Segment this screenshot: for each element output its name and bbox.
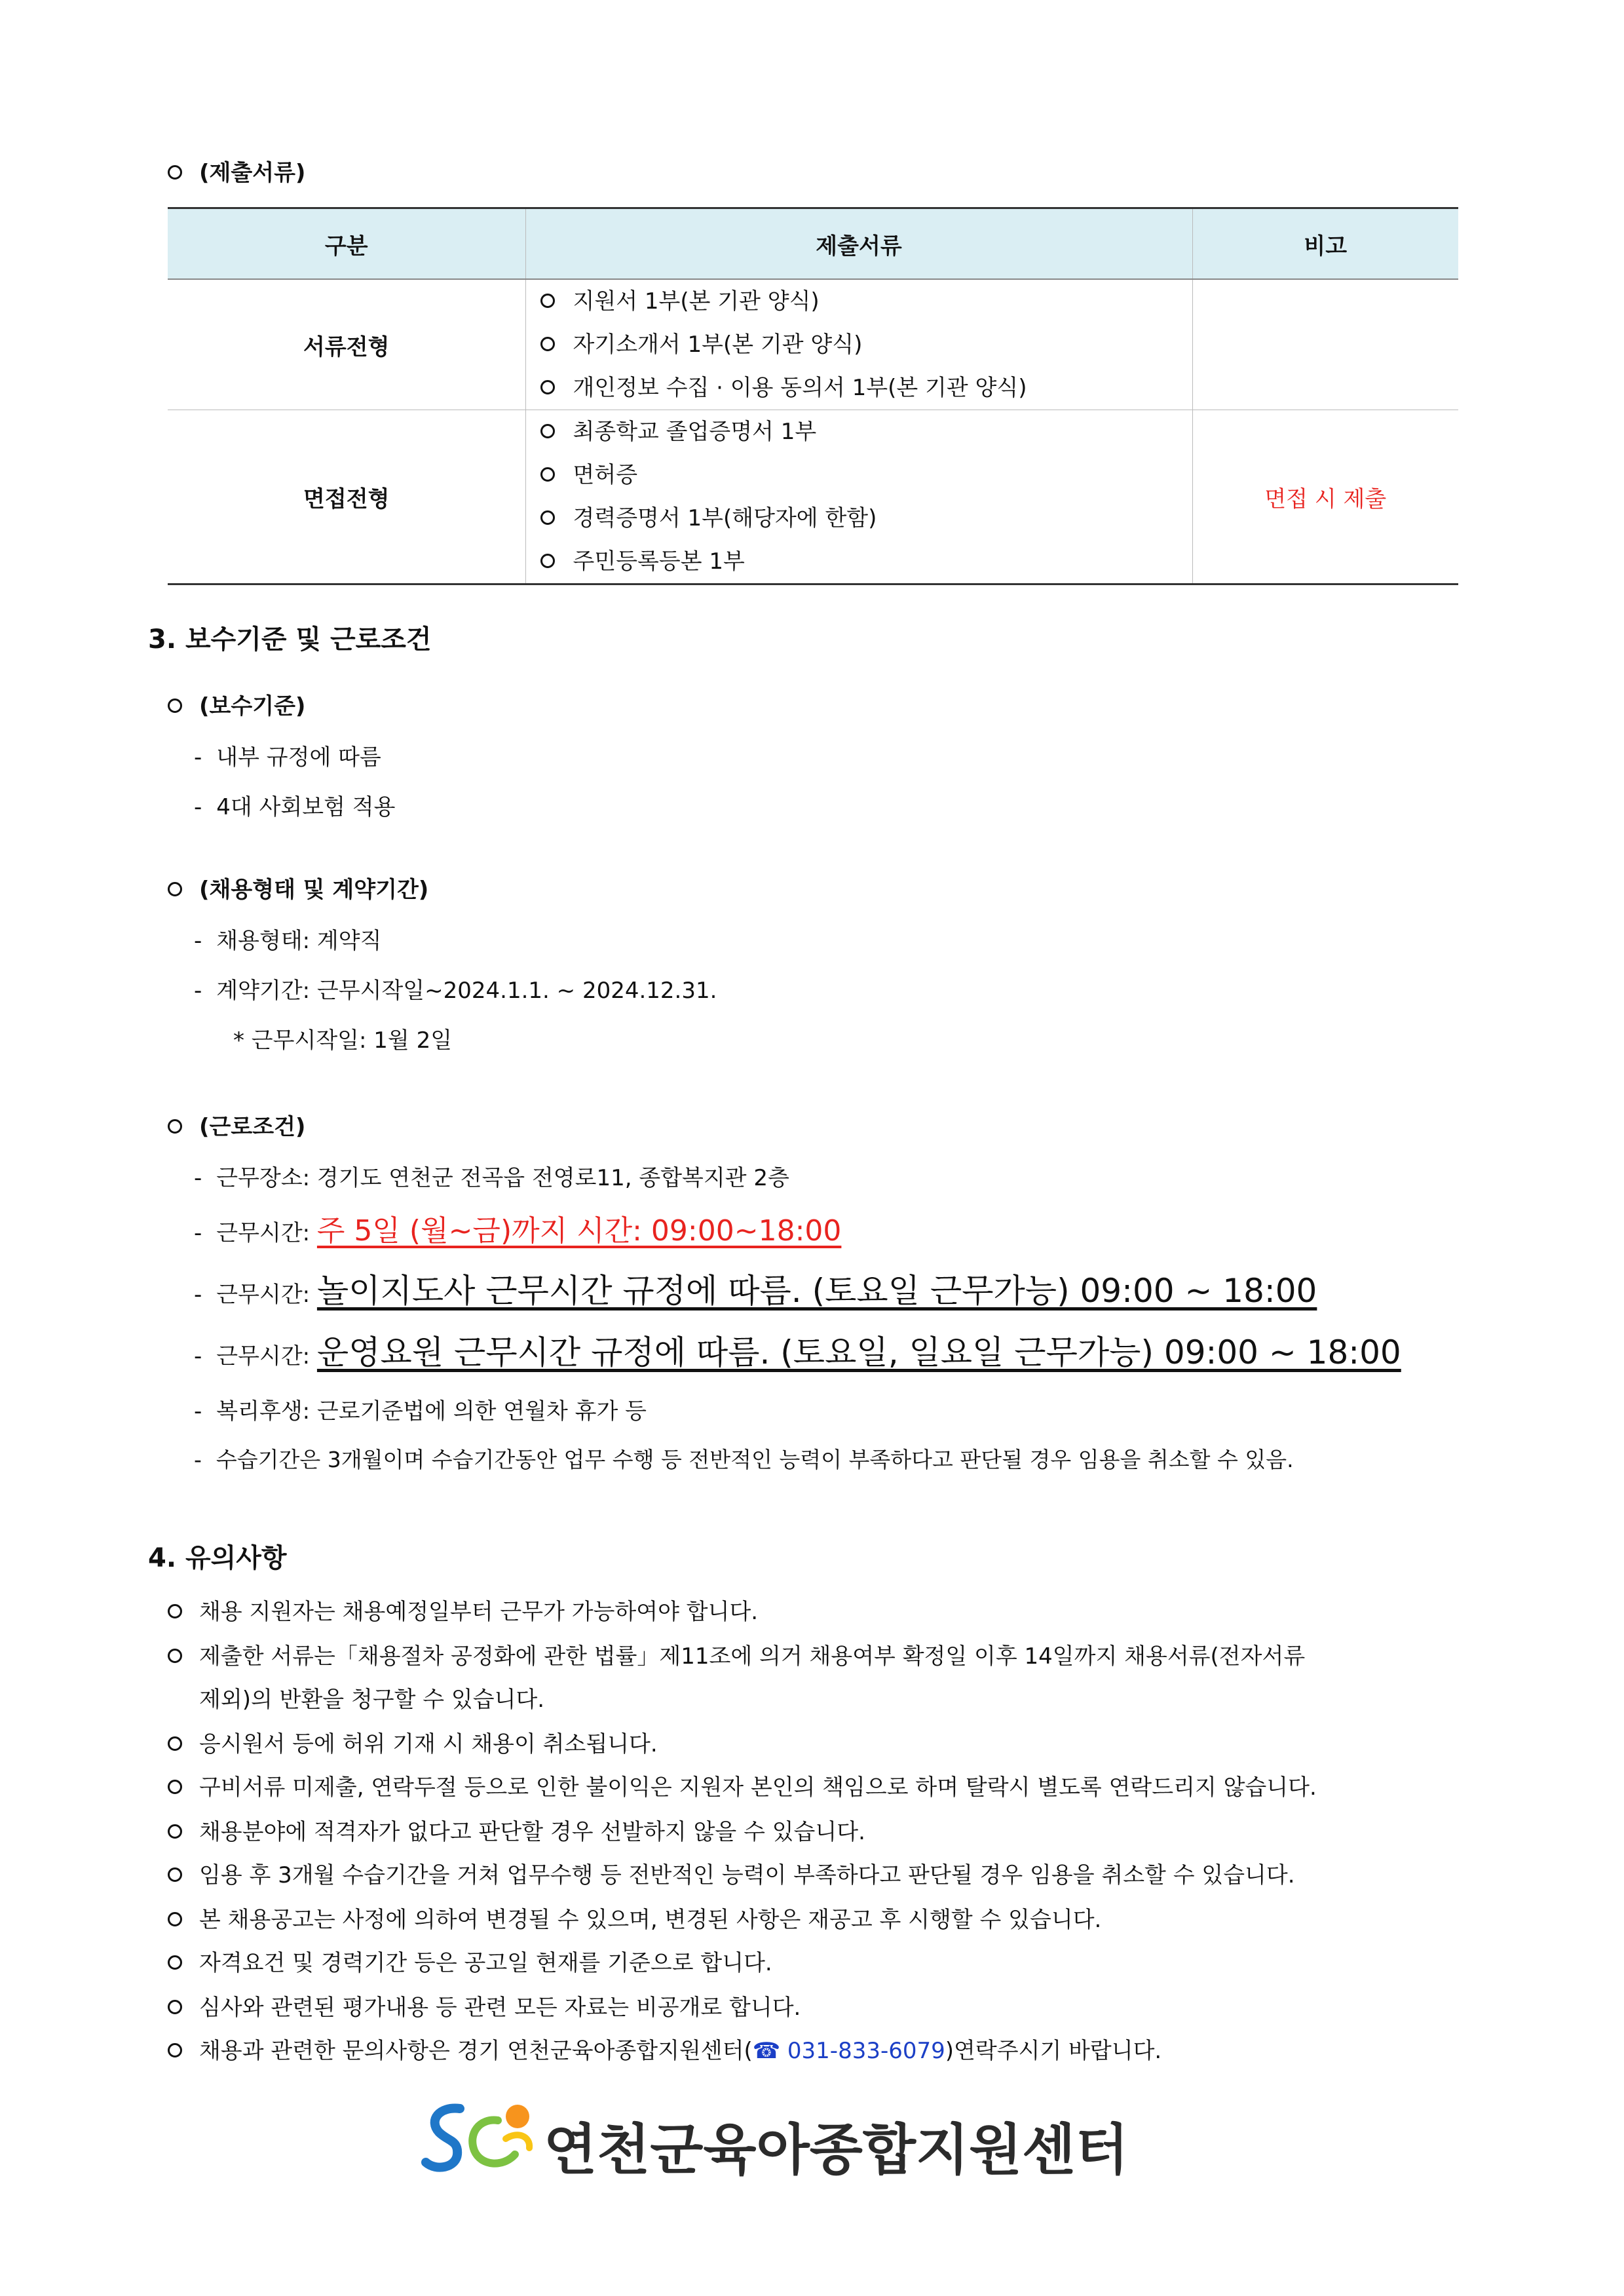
row-category: 면접전형 — [168, 410, 525, 584]
circle-bullet-icon — [168, 1780, 182, 1794]
list-item: 면허증 — [540, 453, 1192, 497]
circle-bullet-icon — [168, 1119, 182, 1134]
table-row — [168, 279, 1458, 410]
circle-bullet-icon — [168, 1604, 182, 1618]
table-header-note: 비고 — [1192, 208, 1458, 280]
notice-item: 채용 지원자는 채용예정일부터 근무가 가능하여야 합니다. — [168, 1594, 758, 1626]
circle-bullet-icon — [540, 554, 555, 568]
center-logo-icon — [419, 2094, 537, 2179]
table-header-row — [168, 208, 1458, 280]
list-item: 주민등록등본 1부 — [540, 540, 1192, 583]
circle-bullet-icon — [540, 424, 555, 438]
pay-item: - 내부 규정에 따름 — [194, 744, 381, 771]
welfare: - 복리후생: 근로기준법에 의한 연월차 휴가 등 — [194, 1398, 647, 1425]
work-place: - 근무장소: 경기도 연천군 전곡읍 전영로11, 종합복지관 2층 — [194, 1165, 789, 1191]
notice-item: 응시원서 등에 허위 기재 시 채용이 취소됩니다. — [168, 1726, 658, 1758]
circle-bullet-icon — [168, 882, 182, 896]
contact-line: 채용과 관련한 문의사항은 경기 연천군육아종합지원센터(☎ 031-833-6079)연락주시기 바랍니다. — [168, 2033, 1161, 2065]
table-header-documents: 제출서류 — [525, 208, 1192, 280]
section3-heading: 3. 보수기준 및 근로조건 — [148, 624, 432, 655]
circle-bullet-icon — [540, 467, 555, 482]
notice-item-continued: 제외)의 반환을 청구할 수 있습니다. — [199, 1687, 545, 1713]
notice-item: 채용분야에 적격자가 없다고 판단할 경우 선발하지 않을 수 있습니다. — [168, 1814, 865, 1846]
notice-item: 제출한 서류는「채용절차 공정화에 관한 법률」제11조에 의거 채용여부 확정일 이후 14일까지 채용서류(전자서류 — [168, 1638, 1305, 1670]
list-item: 지원서 1부(본 기관 양식) — [540, 280, 1192, 323]
list-item: 경력증명서 1부(해당자에 한함) — [540, 497, 1192, 540]
notice-item: 심사와 관련된 평가내용 등 관련 모든 자료는 비공개로 합니다. — [168, 1989, 801, 2021]
circle-bullet-icon — [168, 1912, 182, 1926]
circle-bullet-icon — [168, 1649, 182, 1663]
circle-bullet-icon — [168, 1955, 182, 1970]
conditions-label: (근로조건) — [168, 1109, 305, 1141]
circle-bullet-icon — [540, 510, 555, 525]
row-note: 면접 시 제출 — [1192, 410, 1458, 584]
employment-label: (채용형태 및 계약기간) — [168, 871, 428, 904]
list-item: 개인정보 수집 · 이용 동의서 1부(본 기관 양식) — [540, 366, 1192, 410]
probation: - 수습기간은 3개월이며 수습기간동안 업무 수행 등 전반적인 능력이 부족하다고 판단될 경우 임용을 취소할 수 있음. — [194, 1447, 1294, 1472]
pay-label: (보수기준) — [168, 688, 305, 720]
circle-bullet-icon — [168, 698, 182, 713]
center-logo-text: 연천군육아종합지원센터 — [544, 2118, 1129, 2182]
list-item: 최종학교 졸업증명서 1부 — [540, 410, 1192, 453]
documents-table — [168, 207, 1458, 585]
circle-bullet-icon — [540, 294, 555, 308]
row-note — [1192, 279, 1458, 410]
circle-bullet-icon — [168, 1736, 182, 1751]
circle-bullet-icon — [168, 165, 182, 180]
employment-period: - 계약기간: 근무시작일~2024.1.1. ~ 2024.12.31. — [194, 978, 717, 1004]
circle-bullet-icon — [540, 380, 555, 394]
row-items — [525, 279, 1192, 410]
row-items — [525, 410, 1192, 584]
table-header-category: 구분 — [168, 208, 525, 280]
notice-item: 본 채용공고는 사정에 의하여 변경될 수 있으며, 변경된 사항은 재공고 후 시행할 수 있습니다. — [168, 1902, 1101, 1934]
notice-item: 구비서류 미제출, 연락두절 등으로 인한 불이익은 지원자 본인의 책임으로 하며 탈락시 별도록 연락드리지 않습니다. — [168, 1769, 1317, 1801]
work-hours-staff: - 근무시간: 운영요원 근무시간 규정에 따름. (토요일, 일요일 근무가능) 09:00 ~ 18:00 — [194, 1333, 1401, 1371]
circle-bullet-icon — [168, 2000, 182, 2014]
docs-section-label: (제출서류) — [168, 155, 305, 187]
notice-item: 자격요건 및 경력기간 등은 공고일 현재를 기준으로 합니다. — [168, 1945, 772, 1977]
work-hours-staff-value: 운영요원 근무시간 규정에 따름. (토요일, 일요일 근무가능) 09:00 ~ 18:00 — [316, 1333, 1401, 1371]
contact-phone: ☎ 031-833-6079 — [752, 2038, 945, 2064]
work-hours-weekday: - 근무시간: 주 5일 (월~금)까지 시간: 09:00~18:00 — [194, 1214, 842, 1248]
work-hours-play-instructor: - 근무시간: 놀이지도사 근무시간 규정에 따름. (토요일 근무가능) 09:00 ~ 18:00 — [194, 1272, 1317, 1310]
circle-bullet-icon — [168, 2043, 182, 2057]
pay-item: - 4대 사회보험 적용 — [194, 794, 396, 820]
work-hours-play-instructor-value: 놀이지도사 근무시간 규정에 따름. (토요일 근무가능) 09:00 ~ 18:00 — [316, 1272, 1317, 1310]
circle-bullet-icon — [168, 1824, 182, 1839]
circle-bullet-icon — [540, 337, 555, 351]
table-row — [168, 410, 1458, 584]
section4-heading: 4. 유의사항 — [148, 1543, 287, 1573]
employment-type: - 채용형태: 계약직 — [194, 928, 382, 954]
work-hours-weekday-value: 주 5일 (월~금)까지 시간: 09:00~18:00 — [316, 1214, 842, 1248]
row-category: 서류전형 — [168, 279, 525, 410]
list-item: 자기소개서 1부(본 기관 양식) — [540, 323, 1192, 366]
notice-item: 임용 후 3개월 수습기간을 거쳐 업무수행 등 전반적인 능력이 부족하다고 판단될 경우 임용을 취소할 수 있습니다. — [168, 1857, 1295, 1889]
start-date-note: * 근무시작일: 1월 2일 — [233, 1027, 453, 1054]
circle-bullet-icon — [168, 1867, 182, 1882]
